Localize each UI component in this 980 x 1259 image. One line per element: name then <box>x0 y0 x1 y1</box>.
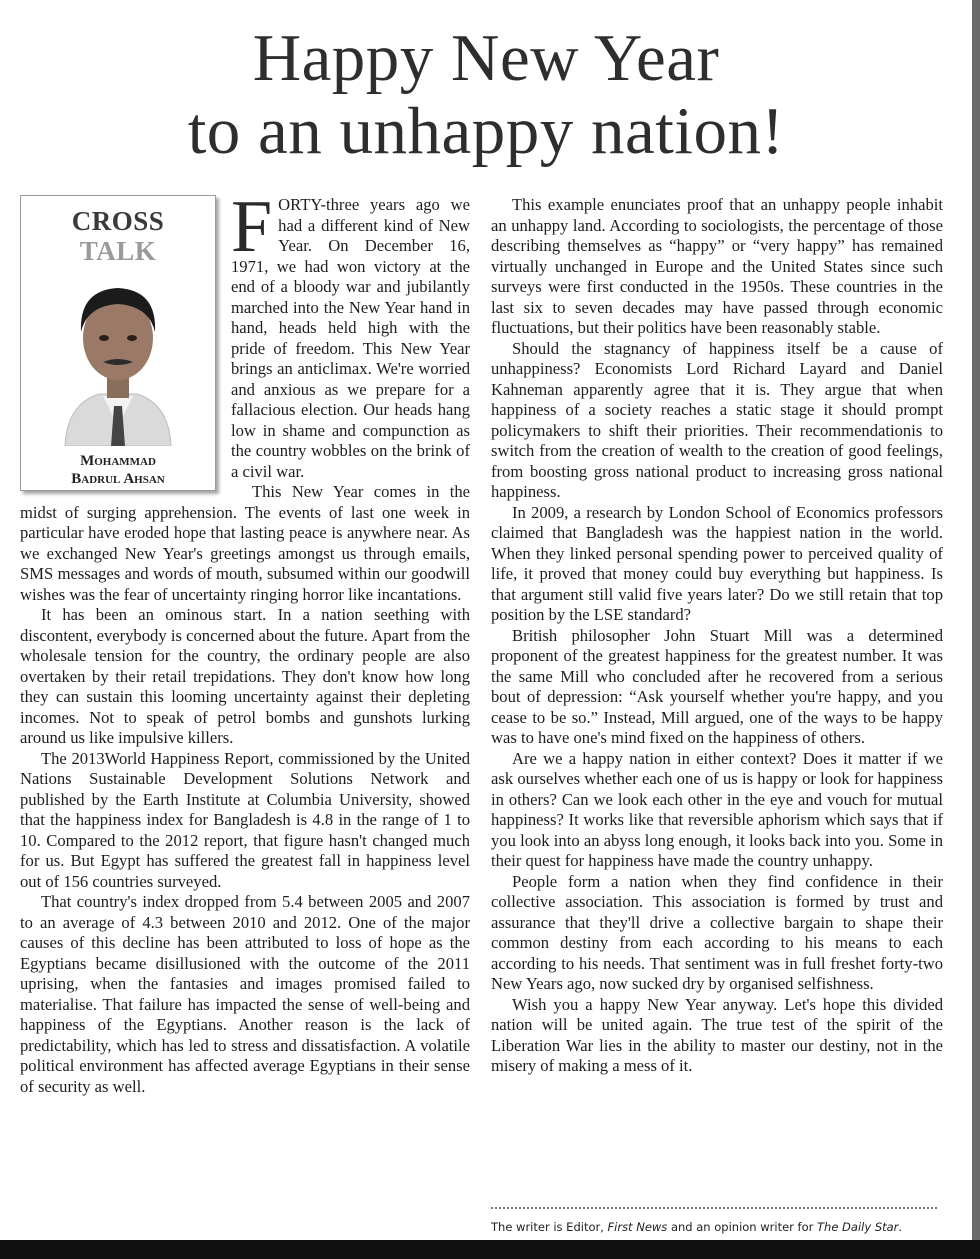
footnote-suffix: . <box>898 1220 903 1234</box>
headline <box>0 22 972 168</box>
headline-line-2: to an unhappy nation! <box>187 94 785 168</box>
page-edge-shadow <box>972 0 980 1240</box>
column-label-talk: TALK <box>79 236 157 266</box>
footnote-middle: and an opinion writer for <box>667 1220 818 1234</box>
paragraph-6: This example enunciates proof that an unhappy people inhabit an unhappy land. According to sociologists, the percentage of those describing themselves as “happy” or “very happy” has remained virtually unchanged in Europe and the United States since such surveys were first conducted in the 1950s. These countries in the last six to seven decades may have passed through economic fluctuations, but their politics have been reasonably stable. <box>491 195 943 337</box>
paragraph-9: British philosopher John Stuart Mill was a determined proponent of the greatest happiness for the greatest number. It was the same Mill who concluded after he recovered from a serious bout of depression: “Ask yourself whether you're happy, and you cease to be so.” Instead, Mill argued, one of the ways to be happy was to have one's mind fixed on the happiness of others. <box>491 625 943 747</box>
headline-line-1: Happy New Year <box>252 21 720 95</box>
author-last-name: Badrul Ahsan <box>71 471 165 487</box>
article-column-right <box>491 195 943 1077</box>
paragraph-7: Should the stagnancy of happiness itself be a cause of unhappiness? Economists Lord Richard Layard and Daniel Kahneman apparently agree that it is. They argue that when happiness of a society reaches a static stage it should prompt policymakers to shift their priorities. Their recommendationis to switch from the creation of wealth to the creation of good feelings, from boosting gross national product to increasing gross national happiness. <box>491 338 943 501</box>
paragraph-12: Wish you a happy New Year anyway. Let's hope this divided nation will be united again. The true test of the spirit of the Liberation War lies in the ability to master our destiny, not in the misery of making a mess of it. <box>491 994 943 1075</box>
paragraph-10: Are we a happy nation in either context? Does it matter if we ask ourselves whether each one of us is happy or look for happiness in others? Can we look each other in the eye and vouch for mutual happiness? It works like that reversible aphorism which says that if you look into an abyss long enough, it looks back into you. Some in their quest for happiness have made the country unhappy. <box>491 748 943 870</box>
drop-cap: F <box>231 186 273 268</box>
author-box <box>20 195 216 491</box>
author-name <box>21 452 215 488</box>
footnote-publication-2: The Daily Star <box>817 1220 899 1234</box>
article-column-left <box>20 186 470 1097</box>
footnote-publication-1: First News <box>607 1220 668 1234</box>
page-bottom-bar <box>0 1240 980 1259</box>
footnote-prefix: The writer is Editor, <box>491 1220 608 1234</box>
paragraph-8: In 2009, a research by London School of Economics professors claimed that Bangladesh was the happiest nation in the world. When they linked personal spending power to perceived quality of life, it proved that money could buy everything but happiness. Is that argument still valid five years later? Do we still retain that top position by the LSE standard? <box>491 502 943 624</box>
paragraph-2: This New Year comes in the midst of surging apprehension. The events of last one week in particular have eroded hope that lasting peace is anywhere near. As we exchanged New Year's greetings amongst us through emails, SMS messages and words of mouth, subsumed within our goodwill wishes was the fear of uncertainty ringing horror like incantations. <box>20 482 470 604</box>
paragraph-5: That country's index dropped from 5.4 between 2005 and 2007 to an average of 4.3 between 2010 and 2012. One of the major causes of this decline has been attributed to loss of hope as the Egyptians became disillusioned with the outcome of the 2011 uprising, when the fantasies and images promised failed to materialise. That failure has impacted the sense of well-being and happiness of the Egyptians. Another reason is the lack of predictability, which has led to stress and dissatisfaction. A volatile political environment has affected average Egyptians in their sense of security as well. <box>20 892 470 1096</box>
author-footnote <box>491 1220 951 1234</box>
author-first-name: Mohammad <box>80 453 156 469</box>
paragraph-11: People form a nation when they find confidence in their collective association. This association is formed by trust and assurance that they'll drive a collective bargain to shape their common destiny from each according to his means to each according to his needs. That sentiment was in full freshet forty-two New Years ago, now sucked dry by organised selfishness. <box>491 871 943 993</box>
column-label-cross: CROSS <box>71 206 165 236</box>
author-photo <box>59 276 177 446</box>
paragraph-4: The 2013World Happiness Report, commissioned by the United Nations Sustainable Development Solutions Network and published by the Earth Institute at Columbia University, showed that the happiness index for Bangladesh is 4.8 in the range of 1 to 10. Compared to the 2012 report, that figure hasn't changed much for us. But Egypt has suffered the greatest fall in happiness level out of 156 countries surveyed. <box>20 748 470 891</box>
footnote-divider <box>491 1207 937 1209</box>
paragraph-1-text: ORTY-three years ago we had a different kind of New Year. On December 16, 1971, we had won victory at the end of a bloody war and jubilantly marched into the New Year hand in hand, heads held high with the pride of freedom. This New Year brings an anticlimax. We're worried and anxious as we prepare for a fallacious election. Our heads hang low in shame and compunction as the country wobbles on the brink of a civil war. <box>231 195 470 481</box>
paragraph-3: It has been an ominous start. In a nation seething with discontent, everybody is concerned about the future. Apart from the wholesale tension for the country, the ordinary people are also overtaken by their retail trepidations. They don't know how long they can sustain this looming uncertainty against their depleting incomes. Not to speak of petrol bombs and gunshots lurking around us like impulsive killers. <box>20 605 470 747</box>
